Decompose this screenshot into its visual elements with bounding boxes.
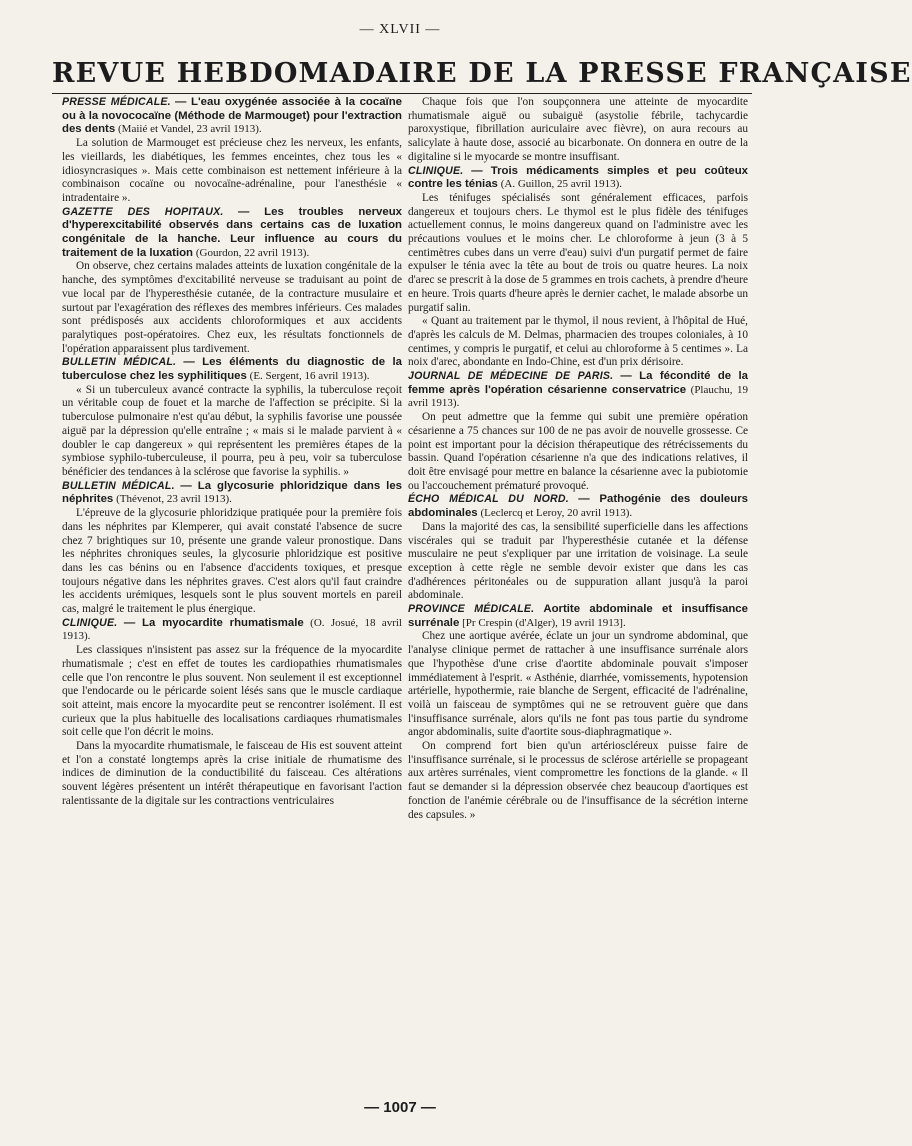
- article-clinique-tenias: [408, 165, 748, 371]
- roman-page-number: — XLVII —: [359, 22, 441, 37]
- journal-source: PROVINCE MÉDICALE.: [408, 603, 535, 616]
- article-citation: (Maiié et Vandel, 23 avril 1913).: [118, 123, 262, 136]
- article-citation: (Thévenot, 23 avril 1913).: [116, 493, 232, 506]
- article-presse-medicale-eau-oxygenee: [62, 96, 402, 206]
- article-paragraph: « Quant au traitement par le thymol, il nous revient, à l'hôpital de Hué, d'après les calculs de M. Delmas, pharmacien des troupes coloniales, à 10 centimes, y compris le purgatif, et celui au chloroforme à 5 centimes ». La noix d'arec, abondante en Indo-Chine, est d'un prix dérisoire.: [408, 315, 748, 369]
- article-clinique-myocardite: [62, 617, 402, 809]
- article-paragraph: La solution de Marmouget est précieuse chez les nerveux, les enfants, les vieillards, les diabétiques, les femmes enceintes, chez tous les « idiosyncrasiques ». Mais cette combinaison est nettement inférieure à la combinaison cocaïne ou novocaïne-adrénaline, pour l'anesthésie « intradentaire ».: [62, 137, 402, 204]
- journal-source: BULLETIN MÉDICAL.: [62, 356, 177, 369]
- article-heading: [408, 370, 748, 411]
- article-citation: [Pr Crespin (d'Alger), 19 avril 1913].: [462, 616, 626, 629]
- article-title: Aortite abdominale et insuffisance surrénale: [408, 603, 748, 629]
- article-bulletin-tuberculose: [62, 356, 402, 479]
- article-title: — Les troubles nerveux d'hyperexcitabilité observés dans certains cas de luxation congénitale de la hanche. Leur influence au cours du traitement de la luxation: [62, 205, 403, 259]
- journal-source: JOURNAL DE MÉDECINE DE PARIS.: [408, 370, 614, 383]
- article-heading: [408, 493, 748, 520]
- article-paragraph-continued: Chaque fois que l'on soupçonnera une atteinte de myocardite rhumatismale aiguë ou subaiguë (asystolie fébrile, tachycardie paroxystique, fibrillation auriculaire avec fièvre), on aura recours au salicylate à haute dose, associé au bicarbonate. On donnera en outre de la digitaline si le myocarde se montre insuffisant.: [408, 96, 748, 163]
- article-paragraph: « Si un tuberculeux avancé contracte la syphilis, la tuberculose reçoit un véritable coup de fouet et la marche de l'affection se précipite. Si la tuberculose pulmonaire n'est qu'au début, la syphilis favorise une poussée aiguë par la dépression qu'elle entraîne ; « mais si le malade parvient à « doubler le cap dangereux » qui représentent les premières étapes de la symbiose syphilo-tuberculeuse, il pourra, peu à peu, voir sa tuberculose bénéficier des tendances à la sclérose que favorise la syphilis. »: [62, 383, 402, 478]
- article-citation: (Plauchu, 19 avril 1913).: [408, 383, 748, 410]
- masthead-rule: [52, 93, 752, 94]
- article-heading: [408, 603, 748, 630]
- article-citation: (A. Guillon, 25 avril 1913).: [500, 178, 623, 191]
- article-paragraph: Chez une aortique avérée, éclate un jour un syndrome abdominal, que l'analyse clinique permet de rattacher à une insuffisance surrénale alors que l'hypothèse d'une crise d'aortite abdominale pouvait s'imposer immédiatement à l'esprit. « Asthénie, diarrhée, vomissements, hypotension artérielle, hypothermie, raie blanche de Sergent, efficacité de l'adrénaline, voilà un faisceau de symptômes qui ne se retrouvent guère que dans l'insuffisance surrénale, alors qu'ils ne font pas tous partie du syndrome angor abdominalis, suite d'aortite sous-diaphragmatique ».: [408, 630, 748, 739]
- article-paragraph: L'épreuve de la glycosurie phloridzique pratiquée pour la première fois dans les néphrites par Klemperer, qui avait constaté l'absence de sucre chez 7 brightiques sur 10, présente une grande valeur pronostique. Dans les néphrites chroniques seules, la glycosurie phloridzique est positive dans les cas bénins ou en l'absence d'accidents toxiques, et presque toujours négative dans les néphrites graves. C'est alors qu'il faut craindre les accidents urémiques, lesquels sont le plus souvent mortels en pareil cas, malgré le traitement le plus énergique.: [62, 507, 402, 616]
- article-citation: (Leclercq et Leroy, 20 avril 1913).: [480, 507, 633, 520]
- article-title: — La myocardite rhumatismale: [123, 616, 304, 629]
- article-heading: [62, 356, 402, 383]
- journal-source: PRESSE MÉDICALE.: [62, 96, 171, 108]
- article-paragraph: Dans la majorité des cas, la sensibilité superficielle dans les affections viscérales qui se traduit par l'hyperesthésie cutanée et la défense musculaire ne peut s'expliquer par une irritation de voisinage. La seule exception à cette règle ne semble devoir exister que dans les cas d'adhérences péritonéales ou de suppuration allant jusqu'à la paroi abdominale.: [408, 520, 748, 602]
- article-title: — La glycosurie phloridzique dans les néphrites: [62, 479, 403, 506]
- article-citation: (Gourdon, 22 avril 1913).: [195, 246, 310, 259]
- journal-source: GAZETTE DES HOPITAUX.: [62, 205, 224, 218]
- article-echo-douleurs-abdominales: [408, 493, 748, 603]
- article-heading: [62, 617, 402, 644]
- masthead-title: REVUE HEBDOMADAIRE DE LA PRESSE FRANÇAISE: [52, 58, 912, 89]
- article-paragraph: On observe, chez certains malades atteints de luxation congénitale de la hanche, des symptômes d'excitabilité nerveuse se traduisant au point de vue local par de l'hyperesthésie cutanée, de la contracture musulaire et surtout par l'exagération des réflexes des membres inférieurs. Ces malades sont prédisposés aux accidents chloroformiques et aux accidents paralytiques post-opératoires. Chez eux, les résultats fonctionnels de l'opération apparaissent plus tardivement.: [62, 260, 402, 355]
- left-column: [62, 96, 402, 1096]
- article-bulletin-glycosurie: [62, 480, 402, 617]
- page-number: — 1007 —: [364, 1099, 436, 1116]
- article-paragraph: Les ténifuges spécialisés sont généralement efficaces, parfois dangereux et toujours chers. Le thymol est le plus fidèle des ténifuges actuellement connus, le moins dangereux quand on l'administre avec les précautions voulues et le moins cher. Le chloroforme à jeun (3 à 5 centimètres cubes dans un verre d'eau) suivi d'un purgatif permet de faire expulser le ténia avec la tête au bout de trois ou quatre heures. La noix d'arec se prescrit à la dose de 5 grammes en trois cachets, à prendre d'heure en heure. Trois quarts d'heure après le dernier cachet, le malade absorbe un purgatif salin.: [408, 191, 748, 314]
- article-title: — La fécondité de la femme après l'opération césarienne conservatrice: [408, 370, 748, 396]
- journal-source: CLINIQUE.: [62, 616, 118, 629]
- journal-source: BULLETIN MÉDICAL.: [62, 479, 175, 492]
- article-title: — L'eau oxygénée associée à la cocaïne ou à la novococaïne (Méthode de Marmouget) pour l'extraction des dents: [62, 96, 403, 136]
- article-title: — Pathogénie des douleurs abdominales: [408, 493, 748, 520]
- article-citation: (O. Josué, 18 avril 1913).: [62, 616, 402, 643]
- article-heading: [62, 480, 402, 507]
- journal-source: ÉCHO MÉDICAL DU NORD.: [408, 493, 569, 506]
- article-gazette-troubles-nerveux: [62, 206, 402, 357]
- article-journal-fecondite: [408, 370, 748, 493]
- article-paragraph: On comprend fort bien qu'un artérioscléreux puisse faire de l'insuffisance surrénale, si le processus de sclérose artérielle se propageant aux artères surrénales, vient compromettre les fonctions de la glande. « Il faut se demander si la dépression observée chez beaucoup d'aortiques est fonction de l'anémie cérébrale ou de l'insuffisance de la sécrétion interne des capsules. »: [408, 740, 748, 821]
- article-citation: (E. Sergent, 16 avril 1913).: [249, 370, 370, 383]
- article-heading: [408, 165, 748, 192]
- journal-source: CLINIQUE.: [408, 164, 464, 177]
- article-paragraph: Dans la myocardite rhumatismale, le faisceau de His est souvent atteint et l'on a constaté longtemps après la crise initiale de rhumatisme des indices de diminution de la conductibilité du faisceau. Ces altérations souvent légères présentent un intérêt thérapeutique en favorisant l'action ralentissante de la digitale sur les contractions ventriculaires: [62, 740, 402, 807]
- article-title: — Trois médicaments simples et peu coûteux contre les ténias: [408, 164, 749, 191]
- right-column: [408, 96, 748, 1096]
- article-paragraph: Les classiques n'insistent pas assez sur la fréquence de la myocardite rhumatismale ; c'est en effet de toutes les cardiopathies rhumatismales celle que l'on rencontre le plus souvent. Non seulement il est exceptionnel que l'endocarde ou le péricarde soient lésés sans que le muscle cardiaque soit atteint, mais encore la myocardite peut se rencontrer isolément. Il est curieux que la plus habituelle des localisations cardiaques rhumatismales soit celle que l'on décrit le moins.: [62, 644, 402, 739]
- article-heading: [62, 96, 402, 137]
- article-heading: [62, 206, 402, 261]
- article-paragraph: On peut admettre que la femme qui subit une première opération césarienne a 75 chances sur 100 de ne pas avoir de nouvelle grossesse. Ce point est important pour la décision thérapeutique des rétrécissements du bassin. Quand l'opération césarienne n'a que des indications relatives, il doit être envisagé pour mettre en balance la césarienne avec la pubiotomie ou l'accouchement prématuré provoqué.: [408, 411, 748, 492]
- article-province-aortite: [408, 603, 748, 822]
- article-title: — Les éléments du diagnostic de la tuberculose chez les syphilitiques: [62, 356, 403, 383]
